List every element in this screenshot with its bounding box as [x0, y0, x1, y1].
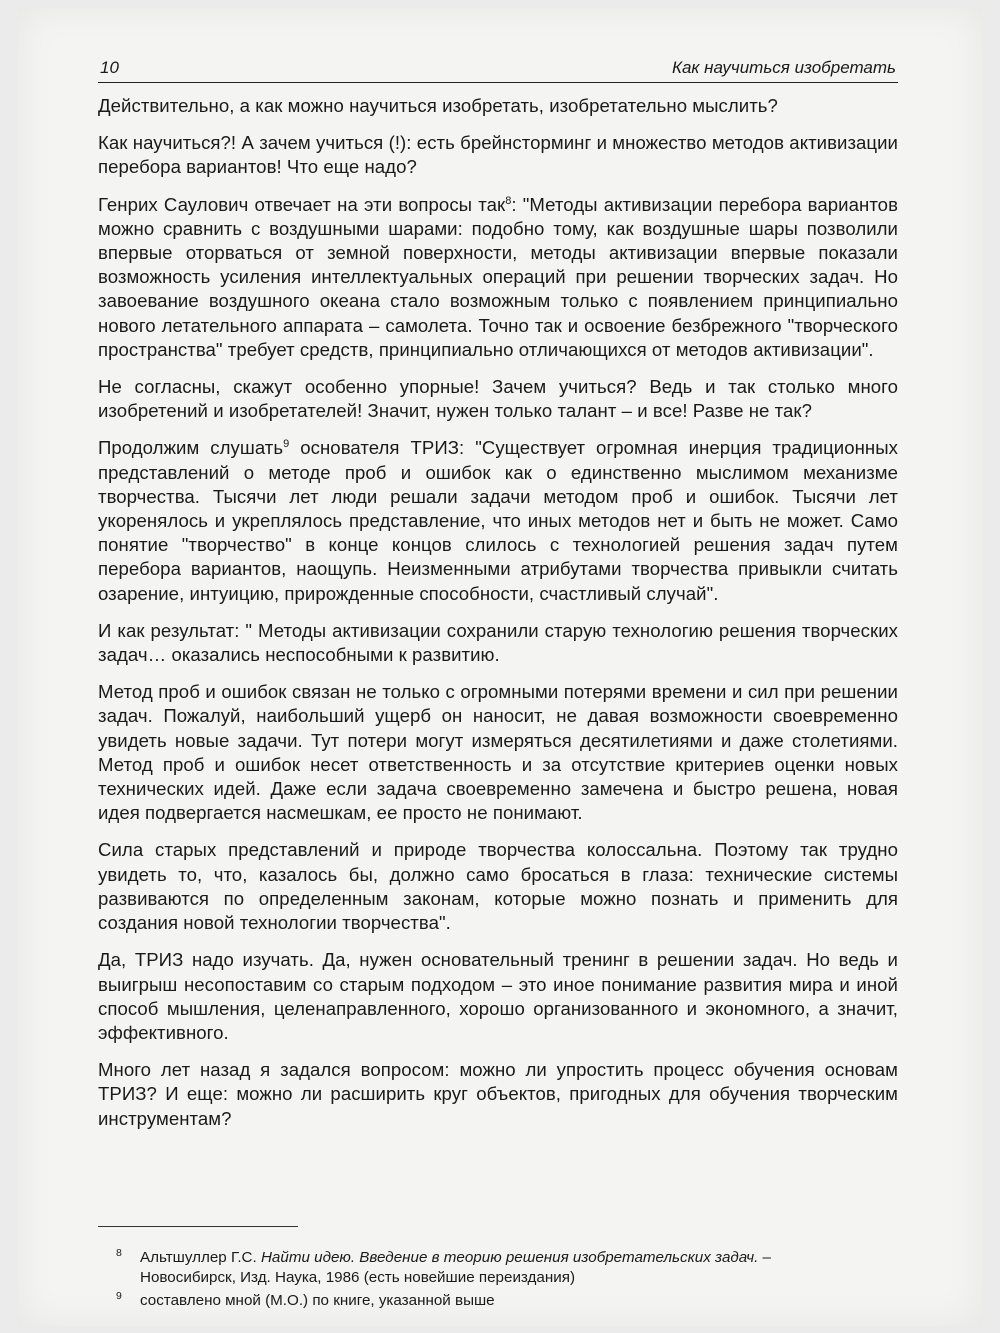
- paragraph-3-rest: : "Методы активизации перебора вариантов можно сравнить с воздушными шарами: подобно тому, как воздушные шары позволили впервые оторваться от земной поверхности, методы активизации впервые показали возможность усиления интеллектуальных операций при решении творческих задач. Но завоевание воздушного океана стало возможным только с появлением принципиально нового летательного аппарата – самолета. Точно так и освоение безбрежного "творческого пространства" требует средств, принципиально отличающихся от методов активизации".: [98, 193, 899, 360]
- paragraph-3-start: Генрих Саулович отвечает на эти вопросы так: [98, 193, 506, 215]
- paragraph-4: Не согласны, скажут особенно упорные! Зачем учиться? Ведь и так столько много изобретений и изобретателей! Значит, нужен только талант – и все! Разве не так?: [98, 376, 898, 422]
- footnote-8-rest: – Новосибирск, Изд. Наука, 1986 (есть новейшие переиздания): [140, 1249, 771, 1286]
- footnote-8: [98, 1248, 858, 1287]
- paragraph-5: [98, 436, 898, 605]
- page-header: [98, 52, 898, 83]
- paragraph-1: Действительно, а как можно научиться изобретать, изобретательно мыслить?: [98, 95, 778, 116]
- paragraph-8: Сила старых представлений и природе творчества колоссальна. Поэтому так трудно увидеть то, что, казалось бы, должно само бросаться в глаза: технические системы развиваются по определенным законам, которые можно познать и применить для создания новой технологии творчества".: [98, 839, 898, 934]
- paragraph-2: Как научиться?! А зачем учиться (!): есть брейнсторминг и множество методов активизации перебора вариантов! Что еще надо?: [98, 132, 898, 178]
- footnote-ref-8: 8: [505, 194, 512, 207]
- footnote-8-title: Найти идею. Введение в теорию решения изобретательских задач.: [260, 1249, 759, 1266]
- footnote-mark-8: 8: [116, 1247, 122, 1259]
- footnote-divider: [98, 1226, 298, 1227]
- paragraph-10: Много лет назад я задался вопросом: можно ли упростить процесс обучения основам ТРИЗ? И еще: можно ли расширить круг объектов, пригодных для обучения творческим инструментам?: [98, 1059, 898, 1129]
- paragraph-7: Метод проб и ошибок связан не только с огромными потерями времени и сил при решении задач. Пожалуй, наибольший ущерб он наносит, не давая возможности своевременно увидеть новые задачи. Тут потери могут измеряться десятилетиями и даже столетиями. Метод проб и ошибок несет ответственность и за отсутствие критериев оценки новых технических идей. Даже если задача своевременно замечена и быстро решена, новая идея подвергается насмешкам, ее просто не понимают.: [98, 681, 898, 824]
- footnote-9: [98, 1291, 858, 1311]
- paragraph-5-start: Продолжим слушать: [98, 437, 284, 459]
- footnote-8-author: Альтшуллер Г.С.: [140, 1249, 257, 1266]
- paragraph-5-rest: основателя ТРИЗ: "Существует огромная инерция традиционных представлений о методе проб и ошибок как о единственно мыслимом механизме творчества. Тысячи лет люди решали задачи методом проб и ошибок. Тысячи лет укоренялось и укреплялось представление, что иных методов нет и быть не может. Само понятие "творчество" в конце концов слилось с технологией решения задач путем перебора вариантов, наощупь. Неизменными атрибутами творчества привыкли считать озарение, интуицию, прирожденные способности, счастливый случай".: [98, 437, 899, 604]
- paragraph-9: Да, ТРИЗ надо изучать. Да, нужен основательный тренинг в решении задач. Но ведь и выигрыш несопоставим со старым подходом – это иное понимание развития мира и иной способ мышления, целенаправленного, хорошо организованного и экономного, а значит, эффективного.: [98, 949, 898, 1043]
- book-page: [18, 8, 982, 1326]
- footnote-9-text: составлено мной (М.О.) по книге, указанной выше: [140, 1292, 495, 1309]
- body-text: [98, 94, 898, 1144]
- page-number: 10: [100, 58, 119, 77]
- footnote-ref-9: 9: [283, 438, 290, 451]
- footnotes: [98, 1248, 858, 1315]
- paragraph-6: И как результат: " Методы активизации сохранили старую технологию решения творческих задач… оказались неспособными к развитию.: [98, 619, 898, 666]
- running-title: Как научиться изобретать: [671, 58, 896, 77]
- footnote-mark-9: 9: [116, 1290, 122, 1302]
- paragraph-3: [98, 193, 898, 362]
